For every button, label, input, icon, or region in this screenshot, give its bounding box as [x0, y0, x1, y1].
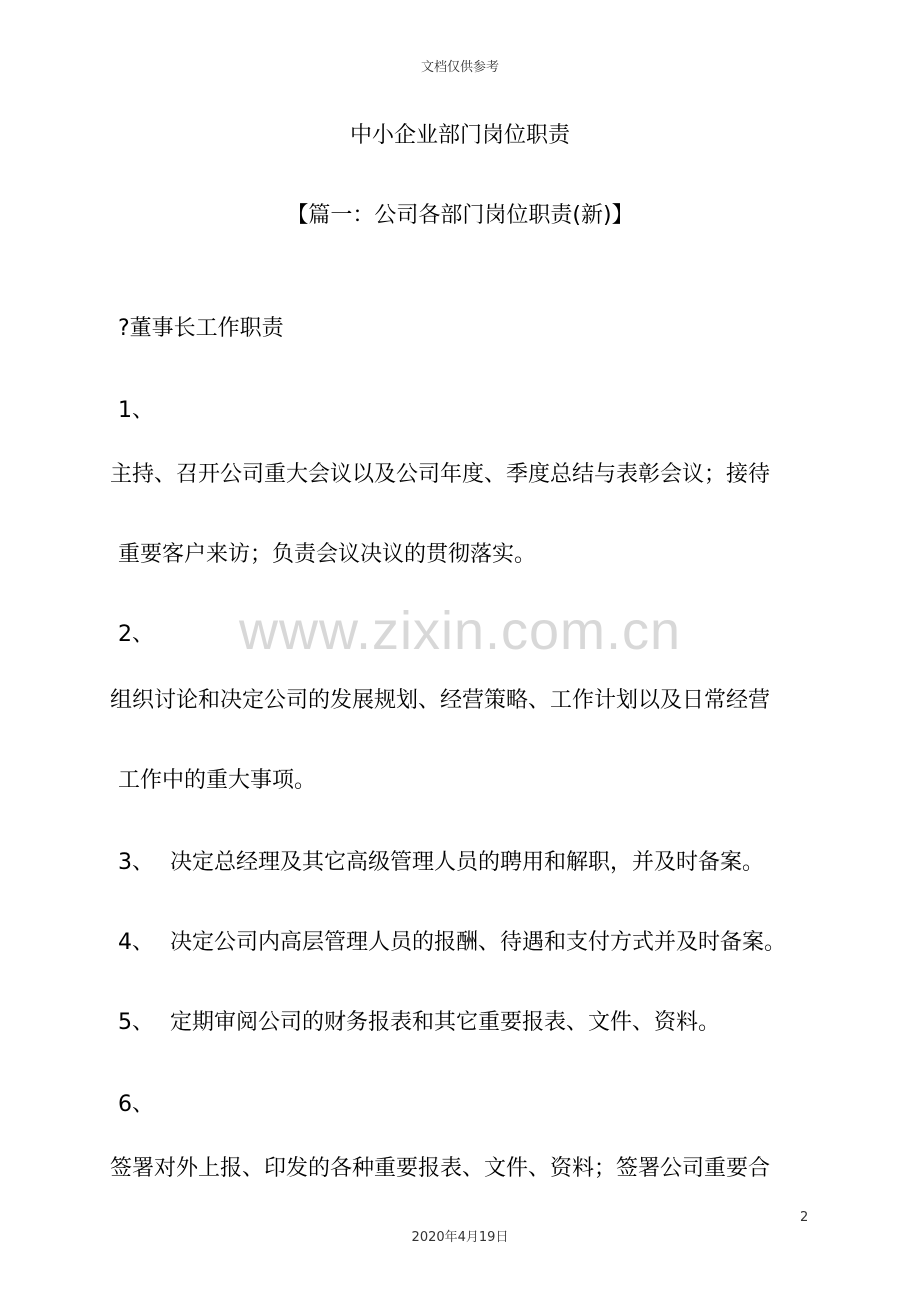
item-4-text: 决定公司内高层管理人员的报酬、待遇和支付方式并及时备案。 [170, 930, 787, 955]
document-title: 中小企业部门岗位职责 [349, 123, 570, 148]
item-4 [118, 928, 786, 958]
item-1-line-2: 重要客户来访；负责会议决议的贯彻落实。 [118, 542, 537, 567]
watermark: www.zixin.com.cn [238, 601, 682, 661]
item-2-number: 2、 [118, 622, 154, 647]
item-6-line-1: 签署对外上报、印发的各种重要报表、文件、资料；签署公司重要合 [110, 1156, 771, 1181]
item-1-number: 1、 [118, 398, 154, 423]
footer-date: 2020年4月19日 [411, 1230, 509, 1245]
page-number: 2 [800, 1210, 809, 1225]
item-3 [118, 848, 764, 878]
item-3-number: 3、 [118, 850, 154, 875]
item-5-number: 5、 [118, 1010, 154, 1035]
item-5-text: 定期审阅公司的财务报表和其它重要报表、文件、资料。 [170, 1010, 721, 1035]
section-heading: ?董事长工作职责 [118, 316, 284, 341]
item-4-number: 4、 [118, 930, 154, 955]
document-subtitle: 【篇一：公司各部门岗位职责(新)】 [286, 203, 634, 228]
item-5 [118, 1008, 720, 1038]
item-3-text: 决定总经理及其它高级管理人员的聘用和解职，并及时备案。 [170, 850, 765, 875]
item-6-number: 6、 [118, 1092, 154, 1117]
item-2-line-2: 工作中的重大事项。 [118, 768, 317, 793]
header-note: 文档仅供参考 [420, 60, 499, 75]
item-2-line-1: 组织讨论和决定公司的发展规划、经营策略、工作计划以及日常经营 [110, 688, 771, 713]
item-1-line-1: 主持、召开公司重大会议以及公司年度、季度总结与表彰会议；接待 [110, 462, 771, 487]
